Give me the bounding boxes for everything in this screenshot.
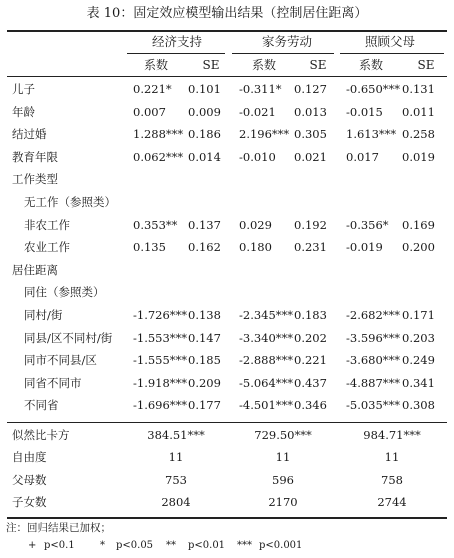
coefficient-cell: 0.135	[133, 240, 166, 254]
coefficient-cell: -3.340***	[239, 331, 294, 345]
row-label: 同市不同县/区	[24, 353, 97, 367]
coefficient-cell: -4.887***	[346, 376, 401, 390]
coefficient-cell: -1.726***	[133, 308, 188, 322]
stat-value: 753	[165, 473, 187, 487]
coefficient-cell: 0.221*	[133, 82, 172, 96]
row-label: 居住距离	[12, 263, 58, 277]
coefficient-cell: 0.180	[239, 240, 272, 254]
coef-header: 系数	[251, 58, 276, 72]
row-label: 同县/区不同村/街	[24, 331, 113, 345]
coefficient-cell: -2.345***	[239, 308, 294, 322]
coefficient-cell: 0.007	[133, 105, 166, 119]
coefficient-cell: 2.196***	[239, 127, 290, 141]
se-cell: 0.127	[294, 82, 327, 96]
group-header-housework: 家务劳动	[261, 34, 312, 49]
coefficient-cell: -0.311*	[239, 82, 282, 96]
stat-value: 2744	[377, 495, 407, 509]
row-label: 年龄	[12, 105, 35, 119]
stats-rule	[7, 422, 447, 423]
se-cell: 0.137	[188, 218, 221, 232]
se-cell: 0.437	[294, 376, 327, 390]
row-label: 同村/街	[24, 308, 63, 322]
stat-label: 子女数	[12, 495, 47, 509]
se-cell: 0.147	[188, 331, 221, 345]
coefficient-cell: -0.015	[346, 105, 383, 119]
stat-value: 758	[381, 473, 403, 487]
coefficient-cell: -2.682***	[346, 308, 401, 322]
se-cell: 0.169	[402, 218, 435, 232]
se-cell: 0.101	[188, 82, 221, 96]
stat-value: 11	[168, 450, 184, 464]
table-title: 表 10：固定效应模型输出结果（控制居住距离）	[86, 6, 368, 21]
se-header: SE	[202, 58, 220, 72]
stat-label: 自由度	[12, 450, 47, 464]
legend-text: p<0.001	[259, 540, 303, 551]
row-label: 无工作（参照类）	[24, 195, 116, 209]
group-underline	[340, 53, 444, 54]
se-cell: 0.341	[402, 376, 435, 390]
group-header-parent-care: 照顾父母	[364, 34, 415, 49]
se-cell: 0.203	[402, 331, 435, 345]
se-cell: 0.231	[294, 240, 327, 254]
se-header: SE	[417, 58, 435, 72]
legend-symbol: *	[100, 540, 105, 551]
coefficient-cell: -0.650***	[346, 82, 401, 96]
group-underline	[232, 53, 334, 54]
row-label: 非农工作	[24, 218, 70, 232]
se-cell: 0.192	[294, 218, 327, 232]
row-label: 教育年限	[12, 150, 58, 164]
se-cell: 0.202	[294, 331, 327, 345]
legend-text: p<0.05	[116, 540, 154, 551]
coefficient-cell: 1.613***	[346, 127, 397, 141]
legend-text: p<0.1	[44, 540, 75, 551]
coef-header: 系数	[358, 58, 383, 72]
coefficient-cell: -2.888***	[239, 353, 294, 367]
coefficient-cell: 0.062***	[133, 150, 184, 164]
coefficient-cell: -0.010	[239, 150, 276, 164]
coefficient-cell: 0.017	[346, 150, 379, 164]
row-label: 农业工作	[24, 240, 70, 254]
row-label: 结过婚	[12, 127, 47, 141]
stat-value: 596	[272, 473, 294, 487]
coefficient-cell: -1.555***	[133, 353, 188, 367]
header-rule	[7, 76, 447, 77]
se-cell: 0.021	[294, 150, 327, 164]
se-cell: 0.131	[402, 82, 435, 96]
se-cell: 0.013	[294, 105, 327, 119]
se-cell: 0.171	[402, 308, 435, 322]
se-cell: 0.186	[188, 127, 221, 141]
coef-header: 系数	[143, 58, 168, 72]
se-cell: 0.305	[294, 127, 327, 141]
se-cell: 0.183	[294, 308, 327, 322]
se-cell: 0.014	[188, 150, 221, 164]
group-header-economic-support: 经济支持	[151, 34, 202, 49]
stat-label: 父母数	[12, 473, 47, 487]
stat-label: 似然比卡方	[12, 428, 70, 442]
coefficient-cell: -3.680***	[346, 353, 401, 367]
coefficient-cell: -3.596***	[346, 331, 401, 345]
coefficient-cell: -5.064***	[239, 376, 294, 390]
coefficient-cell: -0.021	[239, 105, 276, 119]
coefficient-cell: 0.353**	[133, 218, 178, 232]
se-cell: 0.258	[402, 127, 435, 141]
coefficient-cell: -4.501***	[239, 398, 294, 412]
row-label: 工作类型	[12, 172, 58, 186]
se-cell: 0.011	[402, 105, 435, 119]
stat-value: 11	[275, 450, 291, 464]
legend-text: p<0.01	[188, 540, 226, 551]
stat-value: 2804	[161, 495, 191, 509]
coefficient-cell: -1.696***	[133, 398, 188, 412]
se-cell: 0.177	[188, 398, 221, 412]
se-cell: 0.200	[402, 240, 435, 254]
coefficient-cell: -0.356*	[346, 218, 389, 232]
se-cell: 0.209	[188, 376, 221, 390]
stat-value: 11	[384, 450, 400, 464]
legend-symbol: **	[166, 540, 176, 551]
stat-value: 384.51***	[147, 428, 205, 442]
se-cell: 0.138	[188, 308, 221, 322]
legend-symbol: +	[28, 540, 37, 551]
row-label: 同住（参照类）	[24, 285, 105, 299]
se-cell: 0.162	[188, 240, 221, 254]
coefficient-cell: 0.029	[239, 218, 272, 232]
stat-value: 2170	[268, 495, 298, 509]
stat-value: 984.71***	[363, 428, 421, 442]
row-label: 同省不同市	[24, 376, 82, 390]
se-header: SE	[309, 58, 327, 72]
coefficient-cell: -0.019	[346, 240, 383, 254]
coefficient-cell: -5.035***	[346, 398, 401, 412]
stat-value: 729.50***	[254, 428, 312, 442]
se-cell: 0.185	[188, 353, 221, 367]
legend-symbol: ***	[237, 540, 252, 551]
coefficient-cell: 1.288***	[133, 127, 184, 141]
table-note: 注：回归结果已加权；	[6, 522, 111, 534]
coefficient-cell: -1.553***	[133, 331, 188, 345]
row-label: 不同省	[24, 398, 59, 412]
top-rule	[7, 30, 447, 32]
se-cell: 0.019	[402, 150, 435, 164]
coefficient-cell: -1.918***	[133, 376, 188, 390]
se-cell: 0.346	[294, 398, 327, 412]
se-cell: 0.308	[402, 398, 435, 412]
se-cell: 0.009	[188, 105, 221, 119]
bottom-rule	[7, 517, 447, 519]
se-cell: 0.249	[402, 353, 435, 367]
row-label: 儿子	[12, 82, 35, 96]
group-underline	[127, 53, 225, 54]
se-cell: 0.221	[294, 353, 327, 367]
